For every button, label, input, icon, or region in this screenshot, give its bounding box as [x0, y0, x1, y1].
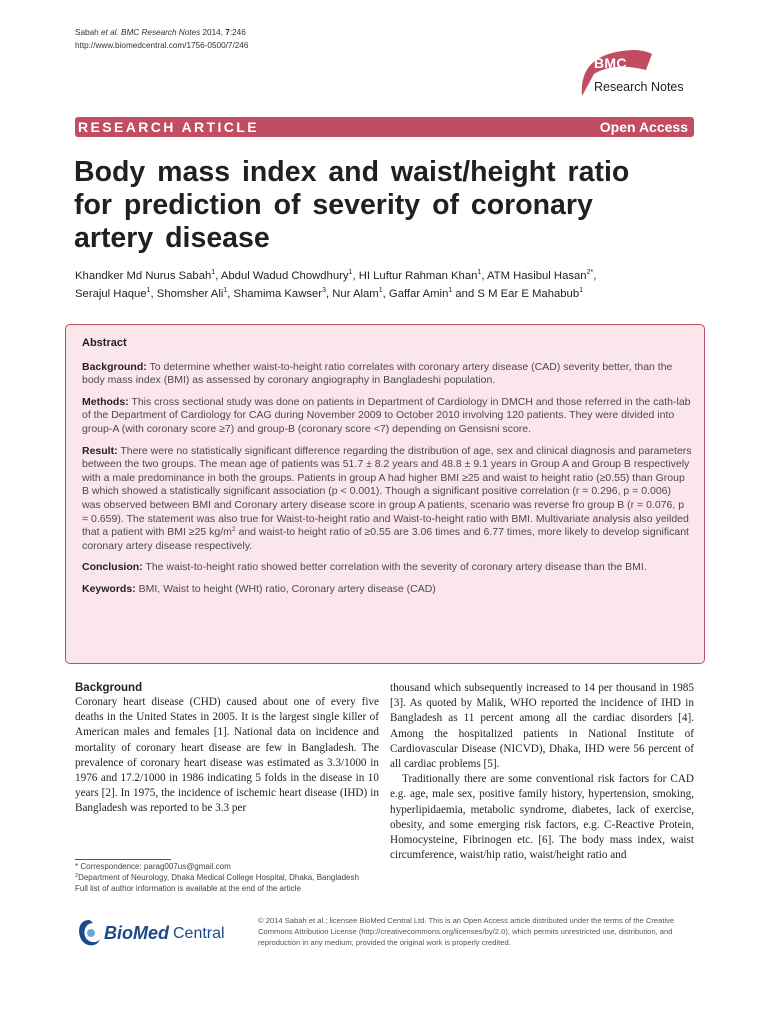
abstract-conclusion: Conclusion: The waist-to-height ratio showed better correlation with the severity of coronary artery disease than the BMI.	[82, 561, 647, 574]
body-paragraph: Traditionally there are some conventional risk factors for CAD e.g. age, male sex, positive family history, hypertension, smoking, hyperlipidaemia, metabolic syndrome, diabetes, lack of exercise, obesity, and some emerging risk factors, e.g. C-Reactive Protein, Homocysteine, Fibrinogen etc. [6]. The body mass index, waist circumference, waist/hip ratio, waist/height ratio and	[390, 773, 694, 862]
author: Khandker Md Nurus Sabah$^1$,	[75, 269, 221, 282]
biomed-word: BioMed	[104, 923, 169, 943]
bmc-research-notes-logo	[574, 44, 714, 104]
biomed-central-logo	[75, 917, 225, 953]
footnotes	[75, 861, 379, 894]
biomed-swirl-icon	[75, 917, 103, 951]
author: Shomsher Ali$^1$,	[156, 287, 234, 300]
citation-year: 2014,	[202, 28, 223, 37]
article-type-banner	[75, 117, 694, 137]
citation-line	[75, 26, 248, 39]
abstract-background: Background: To determine whether waist-to-height ratio correlates with coronary artery disease (CAD) severity better, than the body mass index (BMI) as assessed by coronary angiography in Bangladeshi population.	[82, 360, 673, 387]
abstract-keywords: Keywords: BMI, Waist to height (WHt) ratio, Coronary artery disease (CAD)	[82, 582, 436, 595]
author: Gaffar Amin$^1$ and	[388, 287, 478, 300]
author: Serajul Haque$^1$,	[75, 287, 157, 300]
logo-arc-icon	[574, 44, 714, 104]
author-list	[75, 267, 695, 303]
author: HI Luftur Rahman Khan$^1$,	[358, 269, 487, 282]
body-paragraph: thousand which subsequently increased to 14 per thousand in 1985 [3]. As quoted by Malik, WHO reported the incidence of IHD in Bangladesh as 11 percent among all the cardiac disorders [4]. Among the hospitalized patients in National Institute of Cardiovascular Disease (NICVD), Dhaka, IHD were 56 percent of all cardiac problems [5].	[390, 682, 694, 771]
abstract-result: Result: There were no statistically significant difference regarding the distribution of age, sex and clinical diagnosis and parameters between the two groups. The mean age of patients was 51.7 ± 8.2 years and 48.8 ± 9.1 years in Group A and Group B respectively with a male predominance in both the groups. Patients in group A had higher BMI ≥25 and waist to height ratio (≥0.55) than Group B which showed a statistically significant association (p < 0.001). Though a significant positive correlation (r = 0.296, p = 0.006) was observed between BMI and Coronary artery disease score in group A patients, scenario was reverse fro group B (r = 0.076, p = 0.659). The statement was also true for Waist-to-height ratio and Waist-to-height ratio with BMI. Multivariate analysis also yeilded that a patient with BMI ≥25 $kg/m^2$ and waist-to height ratio of ≥0.55 are 3.06 times and 6.77 times, more likely to develop significant coronary artery disease respectively.	[82, 444, 692, 552]
affiliation-note: $^2$Department of Neurology, Dhaka Medical College Hospital, Dhaka, Bangladesh	[75, 873, 359, 882]
author: Abdul Wadud Chowdhury$^1$,	[220, 269, 359, 282]
author: Shamima Kawser$^3$,	[233, 287, 333, 300]
logo-journal-text: Research Notes	[594, 80, 684, 94]
section-heading-background: Background	[75, 682, 143, 694]
article-type-label: RESEARCH ARTICLE	[78, 119, 259, 135]
license-text: © 2014 Sabah et al.; licensee BioMed Central Ltd. This is an Open Access article distributed under the terms of the Creative Commons Attribution License (http://creativecommons.org/licenses/by/2.0), which permits unrestricted use, distribution, and reproduction in any medium, provided the original work is properly credited.	[258, 916, 675, 947]
article-title: Body mass index and waist/height ratio for prediction of severity of coronary artery disease	[74, 156, 630, 254]
logo-bmc-text: BMC	[594, 55, 627, 71]
author: S M Ear E Mahabub$^1$	[477, 287, 584, 300]
central-word: Central	[173, 925, 225, 942]
citation-volume: 7	[225, 28, 230, 37]
citation-article: :246	[229, 28, 246, 37]
body-column-right	[390, 681, 694, 863]
citation-url[interactable]: http://www.biomedcentral.com/1756-0500/7/246	[75, 41, 249, 50]
citation-header	[75, 26, 248, 52]
open-access-label: Open Access	[599, 119, 688, 135]
citation-journal: BMC Research Notes	[121, 28, 201, 37]
abstract-box	[65, 324, 705, 664]
citation-author: Sabah	[75, 28, 99, 37]
author-info-note: Full list of author information is available at the end of the article	[75, 884, 301, 893]
abstract-heading: Abstract	[82, 337, 127, 349]
citation-etal: et al.	[100, 28, 119, 37]
abstract-methods: Methods: This cross sectional study was done on patients in Department of Cardiology in DMCH and those referred in the cath-lab of the Department of Cardiology for CAG during November 2009 to October 2010 involving 120 patients. They were divided into group-A (with coronary score ≥7) and group-B (coronary score <7) depending on Gensisni score.	[82, 395, 691, 435]
author: Nur Alam$^1$,	[332, 287, 389, 300]
body-paragraph: Coronary heart disease (CHD) caused about one of every five deaths in the United States in 2005. It is the largest single killer of American males and females [1]. National data on incidence and mortality of coronary heart disease are few in Bangladesh. The prevalence of coronary heart disease was estimated as 3.3/1000 in 1976 and 17.2/1000 in 1986 indicating 5 folds in the disease in 10 years [2]. In 1975, the incidence of ischemic heart disease (IHD) in Bangladesh was reported to be 3.3 per	[75, 696, 379, 815]
correspondence-note: * Correspondence: parag007us@gmail.com	[75, 862, 231, 871]
body-column-left	[75, 681, 379, 817]
author: ATM Hasibul Hasan$^{2*}$,	[486, 269, 597, 282]
footnote-divider	[75, 859, 171, 860]
